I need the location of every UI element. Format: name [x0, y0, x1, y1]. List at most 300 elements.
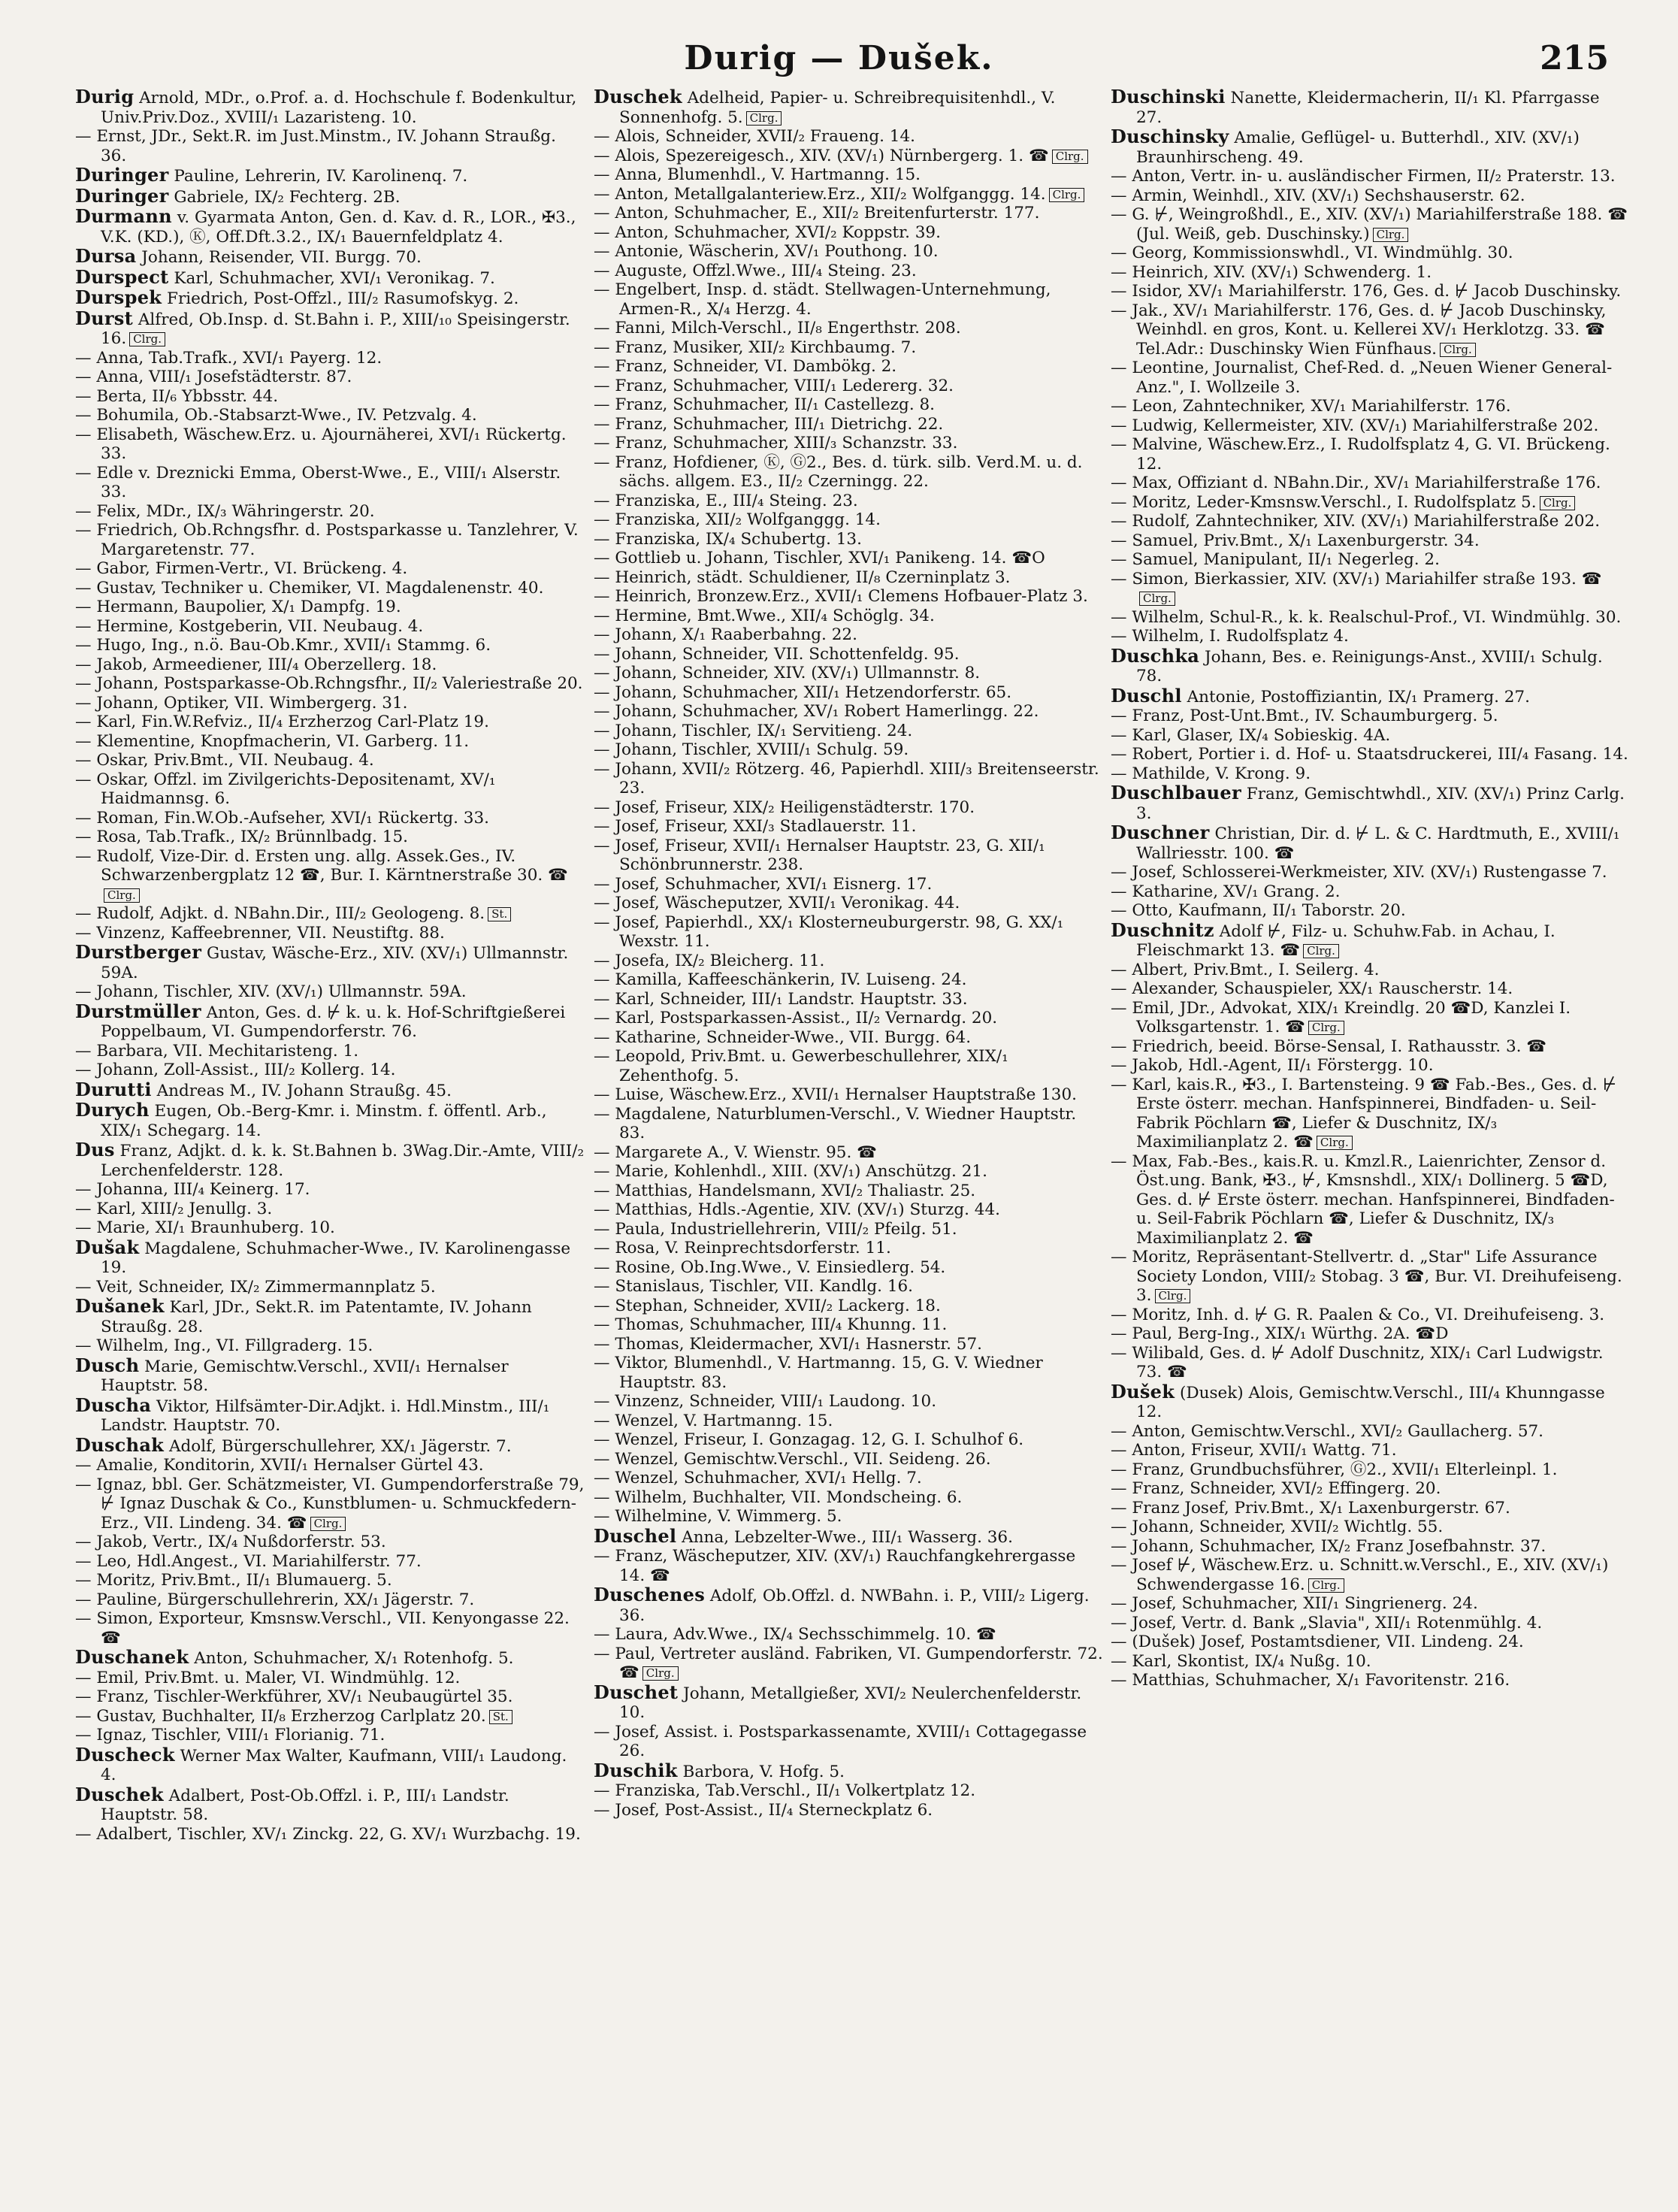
entry-text: — Wilhelmine, V. Wimmerg. 5. [594, 1507, 842, 1526]
entry-text: Marie, Gemischtw.Verschl., XVII/₁ Hernalser Hauptstr. 58. [101, 1357, 509, 1395]
entry-text: — Franziska, XII/₂ Wolfganggg. 14. [594, 510, 881, 529]
directory-entry [594, 1315, 1105, 1335]
entry-text: Arnold, MDr., o.Prof. a. d. Hochschule f. Bodenkultur, Univ.Priv.Doz., XVIII/₁ Lazaristeng. 10. [101, 89, 577, 127]
entry-text: — Emil, JDr., Advokat, XIX/₁ Kreindlg. 20 ☎D, Kanzlei I. Volksgartenstr. 1. ☎ [1111, 998, 1571, 1036]
entry-text: — Johann, Postsparkasse-Ob.Rchngsfhr., II/₂ Valeriestraße 20. [75, 674, 583, 693]
directory-entry [594, 1258, 1105, 1278]
directory-entry [594, 415, 1105, 434]
directory-entry [75, 406, 586, 425]
entry-surname: Durych [75, 1099, 150, 1121]
directory-entry [1111, 1248, 1629, 1306]
directory-entry [75, 655, 586, 675]
entry-text: — Paul, Berg-Ing., XIX/₁ Würthg. 2A. ☎D [1111, 1324, 1449, 1343]
entry-surname: Dušek [1111, 1380, 1175, 1403]
directory-entry [1111, 1614, 1629, 1633]
entry-text: Johann, Reisender, VII. Burgg. 70. [136, 248, 422, 267]
entry-surname: Duschet [594, 1681, 679, 1703]
directory-entry [1111, 1652, 1629, 1672]
directory-entry [75, 732, 586, 752]
directory-entry [594, 760, 1105, 798]
directory-entry [1111, 1422, 1629, 1442]
directory-entry [75, 1297, 586, 1336]
entry-text: — Max, Fab.-Bes., kais.R. u. Kmzl.R., Laienrichter, Zensor d. Öst.ung. Bank, ✠3., ⊬, Kmsnshdl., XIX/₁ Dollinerg. 5 ☎D, Ges. d. ⊬ Erste österr. mechan. Hanfspinnerei, Bindfaden- u. Seil-Fabrik Pöchlarn ☎, Liefer & Duschnitz, IX/₃ Maximilianplatz 2. ☎ [1111, 1151, 1615, 1248]
entry-text: — Johanna, III/₄ Keinerg. 17. [75, 1180, 310, 1199]
entry-text: — Gustav, Buchhalter, II/₈ Erzherzog Carlplatz 20. [75, 1706, 486, 1726]
directory-entry [594, 1683, 1105, 1723]
directory-entry [594, 722, 1105, 741]
directory-entry [594, 434, 1105, 453]
entry-text: Adolf ⊬, Filz- u. Schuhw.Fab. in Achau, I. Fleischmarkt 13. ☎ [1136, 921, 1556, 960]
directory-entry [594, 1009, 1105, 1028]
entry-text: — Wilhelm, Schul-R., k. k. Realschul-Prof., VI. Windmühlg. 30. [1111, 607, 1622, 627]
entry-surname: Durst [75, 307, 134, 329]
directory-entry [594, 492, 1105, 511]
directory-entry [75, 1238, 586, 1278]
directory-entry [594, 894, 1105, 913]
entry-text: — Leontine, Journalist, Chef-Red. d. „Neuen Wiener General-Anz.", I. Wollzeile 3. [1111, 359, 1613, 397]
entry-text: Magdalene, Schuhmacher-Wwe., IV. Karolinengasse 19. [101, 1239, 571, 1277]
directory-entry [1111, 918, 1629, 961]
entry-text: — Thomas, Kleidermacher, XVI/₁ Hasnerstr. 57. [594, 1334, 982, 1354]
directory-entry [594, 1182, 1105, 1201]
directory-entry [1111, 863, 1629, 882]
directory-entry [594, 280, 1105, 319]
directory-entry [1111, 512, 1629, 531]
directory-entry [1111, 1306, 1629, 1325]
entry-text: — Alexander, Schauspieler, XX/₁ Rauscherstr. 14. [1111, 979, 1513, 998]
column-3 [1111, 87, 1629, 2182]
directory-entry [1111, 901, 1629, 921]
entry-tag-badge: Clrg. [310, 1517, 346, 1531]
directory-entry [594, 204, 1105, 223]
directory-entry [1111, 531, 1629, 551]
directory-entry [594, 645, 1105, 664]
entry-text: — Armin, Weinhdl., XIV. (XV/₁) Sechshauserstr. 62. [1111, 186, 1525, 205]
entry-text: — Edle v. Dreznicki Emma, Oberst-Wwe., E., VIII/₁ Alserstr. 33. [75, 463, 561, 501]
entry-text: — Johann, Schuhmacher, IX/₂ Franz Josefbahnstr. 37. [1111, 1536, 1546, 1556]
entry-text: — Franz, Tischler-Werkführer, XV/₁ Neubaugürtel 35. [75, 1687, 513, 1706]
entry-text: — Franziska, IX/₄ Schubertg. 13. [594, 529, 862, 549]
directory-entry [1111, 882, 1629, 902]
entry-text: — Leo, Hdl.Angest., VI. Mariahilferstr. 77. [75, 1551, 422, 1571]
directory-entry [1111, 359, 1629, 397]
directory-entry [1111, 550, 1629, 570]
entry-text: Franz, Gemischtwhdl., XIV. (XV/₁) Prinz Carlg. 3. [1136, 785, 1625, 823]
entry-text: — Wilhelm, Buchhalter, VII. Mondscheing. 6. [594, 1487, 963, 1507]
entry-text: — Margarete A., V. Wienstr. 95. ☎ [594, 1142, 877, 1162]
entry-text: Gustav, Wäsche-Erz., XIV. (XV/₁) Ullmannstr. 59A. [101, 944, 569, 982]
entry-text: — Simon, Bierkassier, XIV. (XV/₁) Mariahilfer straße 193. ☎ [1111, 569, 1602, 589]
entry-text: Karl, Schuhmacher, XVI/₁ Veronikag. 7. [168, 268, 495, 288]
entry-text: — Moritz, Repräsentant-Stellvertr. d. „Star" Life Assurance Society London, VIII/₂ Stobag. 3 ☎, Bur. VI. Dreihufeiseng. 3. [1111, 1248, 1622, 1305]
directory-entry [1111, 1460, 1629, 1480]
entry-text: — Viktor, Blumenhdl., V. Hartmanng. 15, G. V. Wiedner Hauptstr. 83. [594, 1354, 1043, 1392]
directory-entry [594, 1450, 1105, 1469]
directory-entry [594, 1781, 1105, 1801]
directory-entry [1111, 1382, 1629, 1422]
directory-entry [1111, 1479, 1629, 1499]
entry-text: — Karl, kais.R., ✠3., I. Bartensteing. 9 ☎ Fab.-Bes., Ges. d. ⊬ Erste österr. mechan. Hanfspinnerei, Bindfaden- u. Seil-Fabrik Pöchlarn ☎, Liefer & Duschnitz, IX/₃ Maximilianplatz 2. ☎ [1111, 1075, 1617, 1151]
entry-text: v. Gyarmata Anton, Gen. d. Kav. d. R., LOR., ✠3., V.K. (KD.), Ⓚ, Off.Dft.3.2., IX/₁ Bauernfeldplatz 4. [101, 208, 576, 247]
entry-text: Viktor, Hilfsämter-Dir.Adjkt. i. Hdl.Minstm., III/₁ Landstr. Hauptstr. 70. [101, 1396, 550, 1435]
entry-text: — Anton, Metallgalanteriew.Erz., XII/₂ Wolfganggg. 14. [594, 184, 1046, 204]
entry-text: — Rosa, V. Reinprechtsdorferstr. 11. [594, 1239, 891, 1257]
entry-tag-badge: Clrg. [1308, 1578, 1344, 1593]
entry-text: — Mathilde, V. Krong. 9. [1111, 764, 1311, 783]
column-2 [594, 87, 1105, 2182]
directory-entry [75, 598, 586, 617]
directory-entry [75, 87, 586, 127]
directory-entry [594, 1585, 1105, 1625]
directory-entry [594, 837, 1105, 875]
directory-entry [594, 587, 1105, 607]
entry-text: — Wilhelm, Ing., VI. Fillgraderg. 15. [75, 1336, 373, 1355]
directory-entry [594, 817, 1105, 837]
directory-entry [75, 982, 586, 1002]
directory-entry [1111, 282, 1629, 301]
directory-entry [75, 1433, 586, 1457]
page-title: Durig — Dušek. [684, 39, 994, 77]
directory-entry [594, 970, 1105, 990]
entry-text: — Marie, Kohlenhdl., XIII. (XV/₁) Anschützg. 21. [594, 1162, 987, 1181]
directory-entry [75, 387, 586, 407]
directory-entry [1111, 1556, 1629, 1594]
entry-text: — Rosa, Tab.Trafk., IX/₂ Brünnlbadg. 15. [75, 828, 408, 846]
entry-text: Adalbert, Post-Ob.Offzl. i. P., III/₁ Landstr. Hauptstr. 58. [101, 1786, 509, 1824]
entry-text: — Karl, Schneider, III/₁ Landstr. Hauptstr. 33. [594, 989, 968, 1009]
entry-text: — Josef, Assist. i. Postsparkassenamte, XVIII/₁ Cottagegasse 26. [594, 1722, 1087, 1760]
directory-entry [1111, 416, 1629, 436]
entry-surname: Durig [75, 87, 135, 107]
entry-text: — Heinrich, XIV. (XV/₁) Schwenderg. 1. [1111, 262, 1432, 282]
entry-text: — Heinrich, Bronzew.Erz., XVII/₁ Clemens Hofbauer-Platz 3. [594, 587, 1088, 606]
directory-entry [1111, 244, 1629, 263]
directory-entry [594, 798, 1105, 818]
directory-entry [594, 453, 1105, 492]
entry-text: — Hermine, Bmt.Wwe., XII/₄ Schöglg. 34. [594, 606, 935, 625]
entry-surname: Duschanek [75, 1646, 189, 1668]
entry-surname: Durutti [75, 1078, 152, 1100]
entry-text: — Johann, Tischler, IX/₁ Servitieng. 24. [594, 721, 913, 740]
entry-text: — Johann, Schneider, VII. Schottenfeldg. 95. [594, 644, 960, 664]
entry-surname: Duringer [75, 184, 169, 207]
entry-text: — Johann, Tischler, XVIII/₁ Schulg. 59. [594, 740, 909, 759]
directory-entry [75, 1100, 586, 1140]
entry-text: — (Dušek) Josef, Postamtsdiener, VII. Lindeng. 24. [1111, 1633, 1524, 1651]
directory-entry [75, 288, 586, 309]
directory-entry [1111, 167, 1629, 186]
directory-entry [594, 1297, 1105, 1316]
entry-surname: Dušak [75, 1236, 140, 1258]
entry-text: Adolf, Bürgerschullehrer, XX/₁ Jägerstr. 7. [164, 1436, 512, 1456]
directory-entry [1111, 999, 1629, 1037]
entry-text: — Engelbert, Insp. d. städt. Stellwagen-Unternehmung, Armen-R., X/₄ Herzg. 4. [594, 280, 1051, 319]
directory-entry [594, 913, 1105, 952]
entry-text: — Max, Offiziant d. NBahn.Dir., XV/₁ Mariahilferstraße 176. [1111, 474, 1601, 492]
directory-entry [75, 1533, 586, 1552]
directory-entry [1111, 127, 1629, 167]
entry-text: — Matthias, Handelsmann, XVI/₂ Thaliastr. 25. [594, 1181, 976, 1200]
entry-text: — Franz, Schneider, VI. Dambökg. 2. [594, 357, 897, 376]
directory-entry [594, 1277, 1105, 1297]
entry-text: — Anton, Schuhmacher, XVI/₂ Koppstr. 39. [594, 222, 941, 242]
entry-text: Nanette, Kleidermacherin, II/₁ Kl. Pfarrgasse 27. [1136, 89, 1600, 127]
entry-text: — Josef, Schlosserei-Werkmeister, XIV. (XV/₁) Rustengasse 7. [1111, 863, 1607, 882]
directory-entry [594, 1801, 1105, 1820]
directory-entry [594, 952, 1105, 971]
directory-entry [75, 579, 586, 598]
entry-text: — Stephan, Schneider, XVII/₂ Lackerg. 18. [594, 1296, 941, 1315]
entry-text: — Franz, Schuhmacher, III/₁ Dietrichg. 22. [594, 414, 944, 434]
directory-entry [594, 1524, 1105, 1548]
entry-text: — Gottlieb u. Johann, Tischler, XVI/₁ Panikeng. 14. ☎O [594, 549, 1045, 567]
entry-text: — Matthias, Schuhmacher, X/₁ Favoritenstr. 216. [1111, 1671, 1510, 1690]
entry-tag-badge: Clrg. [1317, 1136, 1353, 1150]
entry-text: — Georg, Kommissionswhdl., VI. Windmühlg. 30. [1111, 244, 1513, 262]
entry-text: — Franz, Schuhmacher, II/₁ Castellezg. 8. [594, 395, 935, 414]
entry-text: — Roman, Fin.W.Ob.-Aufseher, XVI/₁ Rückertg. 33. [75, 808, 489, 828]
directory-entry [594, 1162, 1105, 1182]
entry-text: — Hermine, Kostgeberin, VII. Neubaug. 4. [75, 616, 424, 636]
directory-entry [594, 1105, 1105, 1143]
entry-text: — Friedrich, Ob.Rchngsfhr. d. Postsparkasse u. Tanzlehrer, V. Margaretenstr. 77. [75, 521, 579, 559]
directory-entry [1111, 961, 1629, 980]
entry-surname: Durmann [75, 205, 172, 227]
entry-surname: Duschlbauer [1111, 782, 1241, 803]
entry-text: — Josef, Friseur, XVII/₁ Hernalser Hauptstr. 23, G. XII/₁ Schönbrunnerstr. 238. [594, 836, 1045, 874]
directory-entry [1111, 474, 1629, 493]
entry-text: — Leopold, Priv.Bmt. u. Gewerbeschullehrer, XIX/₁ Zehenthofg. 5. [594, 1047, 1008, 1085]
entry-text: Johann, Bes. e. Reinigungs-Anst., XVIII/₁ Schulg. 78. [1136, 647, 1603, 685]
entry-text: — Jakob, Hdl.-Agent, II/₁ Förstergg. 10. [1111, 1056, 1434, 1075]
entry-text: — Anton, Vertr. in- u. ausländischer Firmen, II/₂ Praterstr. 13. [1111, 167, 1616, 186]
directory-entry [75, 1180, 586, 1200]
entry-text: — Friedrich, beeid. Börse-Sensal, I. Rathausstr. 3. ☎ [1111, 1036, 1547, 1056]
entry-tag-badge: St. [489, 1710, 512, 1724]
entry-text: — Pauline, Bürgerschullehrerin, XX/₁ Jägerstr. 7. [75, 1590, 475, 1609]
entry-text: — Ignaz, Tischler, VIII/₁ Florianig. 71. [75, 1726, 385, 1744]
column-1 [75, 87, 586, 2182]
entry-text: — Josef, Schuhmacher, XII/₁ Singrienerg. 24. [1111, 1594, 1478, 1613]
directory-entry [594, 395, 1105, 415]
directory-entry [75, 1356, 586, 1396]
directory-entry [1111, 783, 1629, 823]
entry-text: — Josef ⊬, Wäschew.Erz. u. Schnitt.w.Verschl., E., XIV. (XV/₁) Schwendergasse 16. [1111, 1556, 1609, 1594]
entry-text: — Ernst, JDr., Sekt.R. im Just.Minstm., IV. Johann Straußg. 36. [75, 127, 556, 165]
directory-entry [75, 943, 586, 982]
entry-text: — Paul, Vertreter ausländ. Fabriken, VI. Gumpendorferstr. 72. ☎ [594, 1644, 1103, 1682]
directory-entry [75, 165, 586, 186]
directory-entry [1111, 726, 1629, 746]
directory-entry [1111, 707, 1629, 726]
entry-text: — Johann, Schneider, XIV. (XV/₁) Ullmannstr. 8. [594, 664, 981, 682]
entry-text: — Anton, Schuhmacher, E., XII/₂ Breitenfurterstr. 177. [594, 204, 1040, 222]
directory-entry [1111, 1537, 1629, 1557]
entry-text: — Isidor, XV/₁ Mariahilferstr. 176, Ges. d. ⊬ Jacob Duschinsky. [1111, 282, 1622, 301]
entry-tag-badge: Clrg. [1373, 228, 1409, 242]
directory-entry [75, 127, 586, 165]
directory-entry [594, 740, 1105, 760]
directory-entry [75, 186, 586, 207]
directory-entry [594, 664, 1105, 683]
directory-entry [75, 1218, 586, 1238]
entry-text: — Katharine, Schneider-Wwe., VII. Burgg. 64. [594, 1027, 972, 1047]
entry-text: — Karl, Postsparkassen-Assist., II/₂ Vernardg. 20. [594, 1009, 998, 1027]
entry-text: — Katharine, XV/₁ Grang. 2. [1111, 882, 1341, 901]
directory-entry [1111, 1499, 1629, 1518]
directory-entry [75, 1571, 586, 1590]
directory-entry [594, 1354, 1105, 1392]
directory-entry [75, 694, 586, 713]
directory-entry [75, 1042, 586, 1061]
directory-entry [75, 265, 586, 289]
directory-entry [594, 607, 1105, 626]
directory-entry [75, 1278, 586, 1297]
directory-entry [594, 1335, 1105, 1354]
entry-tag-badge: Clrg. [1440, 343, 1476, 357]
entry-text: — Franz, Hofdiener, Ⓚ, Ⓖ2., Bes. d. türk. silb. Verd.M. u. d. sächs. allgem. E3., II/₂ Czerningg. 22. [594, 452, 1083, 491]
entry-text: — Jak., XV/₁ Mariahilferstr. 176, Ges. d. ⊬ Jacob Duschinsky, Weinhdl. en gros, Kont. u. Kellerei XV/₁ Herklotzg. 33. ☎ Tel.Adr.: Duschinsky Wien Fünfhaus. [1111, 301, 1607, 359]
entry-text: — Rudolf, Zahntechniker, XIV. (XV/₁) Mariahilferstraße 202. [1111, 512, 1601, 531]
directory-entry [594, 1239, 1105, 1258]
entry-text: — Adalbert, Tischler, XV/₁ Zinckg. 22, G. XV/₁ Wurzbachg. 19. [75, 1824, 581, 1844]
entry-text: — Franz, Wäscheputzer, XIV. (XV/₁) Rauchfangkehrergasse 14. ☎ [594, 1547, 1076, 1585]
entry-text: — Franziska, Tab.Verschl., II/₁ Volkertplatz 12. [594, 1781, 976, 1800]
directory-entry [594, 357, 1105, 377]
directory-entry [75, 309, 586, 349]
directory-entry [75, 1080, 586, 1101]
entry-text: — Malvine, Wäschew.Erz., I. Rudolfsplatz 4, G. VI. Brückeng. 12. [1111, 435, 1610, 474]
directory-entry [75, 1707, 586, 1726]
entry-text: — Jakob, Armeediener, III/₄ Oberzellerg. 18. [75, 655, 437, 674]
entry-text: — Anna, Blumenhdl., V. Hartmanng. 15. [594, 165, 921, 184]
directory-entry [594, 1761, 1105, 1782]
directory-entry [594, 185, 1105, 204]
entry-text: — Josef, Friseur, XIX/₂ Heiligenstädterstr. 170. [594, 797, 975, 817]
entry-text: — Oskar, Offzl. im Zivilgerichts-Depositenamt, XV/₁ Haidmannsg. 6. [75, 770, 496, 808]
entry-text: — Alois, Spezereigesch., XIV. (XV/₁) Nürnbergerg. 1. ☎ [594, 146, 1049, 165]
entry-text: — Moritz, Priv.Bmt., II/₁ Blumauerg. 5. [75, 1571, 392, 1590]
directory-entry [1111, 397, 1629, 416]
entry-text: — Rudolf, Adjkt. d. NBahn.Dir., III/₂ Geologeng. 8. [75, 904, 485, 923]
entry-tag-badge: Clrg. [1049, 188, 1085, 202]
entry-text: — Karl, Glaser, IX/₄ Sobieskig. 4A. [1111, 725, 1391, 745]
entry-surname: Durstberger [75, 941, 202, 963]
entry-text: — Franz, Grundbuchsführer, Ⓖ2., XVII/₁ Elterleinpl. 1. [1111, 1460, 1558, 1479]
directory-entry [75, 1456, 586, 1475]
entry-text: — Felix, MDr., IX/₃ Währingerstr. 20. [75, 501, 375, 521]
entry-text: — Klementine, Knopfmacherin, VI. Garberg. 11. [75, 731, 470, 751]
directory-entry [594, 1085, 1105, 1105]
directory-entry [75, 770, 586, 809]
directory-entry [75, 751, 586, 770]
entry-tag-badge: Clrg. [642, 1666, 679, 1681]
entry-text: — Luise, Wäschew.Erz., XVII/₁ Hernalser Hauptstraße 130. [594, 1085, 1077, 1104]
entry-text: — Johann, X/₁ Raaberbahng. 22. [594, 625, 857, 644]
entry-text: — Elisabeth, Wäschew.Erz. u. Ajournäherei, XVI/₁ Rückertg. 33. [75, 425, 567, 463]
directory-entry [1111, 570, 1629, 608]
entry-text: Christian, Dir. d. ⊬ L. & C. Hardtmuth, E., XVIII/₁ Wallriesstr. 100. ☎ [1136, 825, 1620, 863]
directory-entry [75, 1552, 586, 1572]
entry-text: — Auguste, Offzl.Wwe., III/₄ Steing. 23. [594, 261, 917, 280]
entry-text: — Johann, Schneider, XVII/₂ Wichtlg. 55. [1111, 1518, 1444, 1536]
entry-text: — Karl, XIII/₂ Jenullg. 3. [75, 1199, 273, 1218]
entry-text: — Amalie, Konditorin, XVII/₁ Hernalser Gürtel 43. [75, 1456, 484, 1475]
entry-text: (Dusek) Alois, Gemischtw.Verschl., III/₄ Khunngasse 12. [1136, 1383, 1605, 1421]
directory-entry [75, 1687, 586, 1707]
directory-entry [594, 702, 1105, 722]
entry-surname: Duschek [594, 87, 682, 107]
directory-entry [75, 521, 586, 559]
directory-entry [594, 1469, 1105, 1488]
entry-surname: Duschka [1111, 644, 1200, 667]
directory-entry [594, 87, 1105, 127]
entry-tag-badge: St. [488, 907, 511, 921]
entry-text: — Matthias, Hdls.-Agentie, XIV. (XV/₁) Sturzg. 44. [594, 1200, 1000, 1219]
entry-text: Antonie, Postoffiziantin, IX/₁ Pramerg. 27. [1181, 687, 1530, 707]
entry-text: — Josef, Post-Assist., II/₄ Sterneckplatz 6. [594, 1800, 933, 1820]
directory-entry [594, 1488, 1105, 1508]
directory-entry [75, 713, 586, 732]
directory-entry [1111, 823, 1629, 863]
directory-entry [75, 1609, 586, 1648]
entry-text: — Franz, Musiker, XII/₂ Kirchbaumg. 7. [594, 337, 917, 357]
entry-surname: Duschak [75, 1433, 165, 1456]
directory-entry [75, 847, 586, 905]
entry-text: — Wilibald, Ges. d. ⊬ Adolf Duschnitz, XIX/₁ Carl Ludwigstr. 73. ☎ [1111, 1343, 1604, 1381]
entry-text: — Samuel, Priv.Bmt., X/₁ Laxenburgerstr. 34. [1111, 531, 1480, 550]
entry-text: Alfred, Ob.Insp. d. St.Bahn i. P., XIII/₁₀ Speisingerstr. 16. [101, 310, 570, 348]
entry-text: — Johann, Schuhmacher, XV/₁ Robert Hamerlingg. 22. [594, 702, 1039, 721]
directory-entry [594, 377, 1105, 396]
entry-text: — Hugo, Ing., n.ö. Bau-Ob.Kmr., XVII/₁ Stammg. 6. [75, 636, 491, 655]
directory-entry [594, 1220, 1105, 1239]
entry-surname: Duschl [1111, 684, 1182, 707]
directory-entry [594, 1392, 1105, 1412]
directory-entry [1111, 1671, 1629, 1690]
directory-entry [1111, 1037, 1629, 1057]
entry-text: — Veit, Schneider, IX/₂ Zimmermannplatz 5. [75, 1277, 436, 1297]
entry-text: Karl, JDr., Sekt.R. im Patentamte, IV. Johann Straußg. 28. [101, 1298, 532, 1336]
entry-surname: Dušanek [75, 1295, 165, 1317]
directory-entry [594, 683, 1105, 703]
entry-text: Adolf, Ob.Offzl. d. NWBahn. i. P., VIII/₂ Ligerg. 36. [619, 1587, 1090, 1625]
directory-entry [75, 368, 586, 387]
entry-text: — Paula, Industriellehrerin, VIII/₂ Pfeilg. 51. [594, 1219, 957, 1239]
directory-entry [594, 510, 1105, 530]
entry-text: — Johann, XVII/₂ Rötzerg. 46, Papierhdl. XIII/₃ Breitenseerstr. 23. [594, 759, 1099, 797]
entry-text: — Marie, XI/₁ Braunhuberg. 10. [75, 1218, 335, 1237]
entry-tag-badge: Clrg. [1139, 592, 1175, 606]
page-header [0, 39, 1678, 84]
directory-entry [1111, 87, 1629, 127]
directory-entry [75, 828, 586, 847]
directory-entry [75, 924, 586, 943]
page-number: 215 [1540, 39, 1609, 77]
directory-entry [75, 207, 586, 247]
entry-text: — Kamilla, Kaffeeschänkerin, IV. Luiseng. 24. [594, 970, 967, 989]
directory-entry [594, 1047, 1105, 1085]
entry-text: — Franz, Schuhmacher, XIII/₃ Schanzstr. 33. [594, 434, 958, 452]
entry-text: — Barbara, VII. Mechitaristeng. 1. [75, 1041, 359, 1061]
entry-text: — Wenzel, Schuhmacher, XVI/₁ Hellg. 7. [594, 1469, 922, 1487]
entry-surname: Dus [75, 1139, 115, 1160]
entry-text: Franz, Adjkt. d. k. k. St.Bahnen b. 3Wag.Dir.-Amte, VIII/₂ Lerchenfelderstr. 128. [101, 1142, 585, 1180]
entry-text: — Heinrich, städt. Schuldiener, II/₈ Czerninplatz 3. [594, 567, 1011, 587]
directory-entry [594, 625, 1105, 645]
directory-entry [1111, 263, 1629, 283]
entry-surname: Duschinski [1111, 87, 1226, 107]
